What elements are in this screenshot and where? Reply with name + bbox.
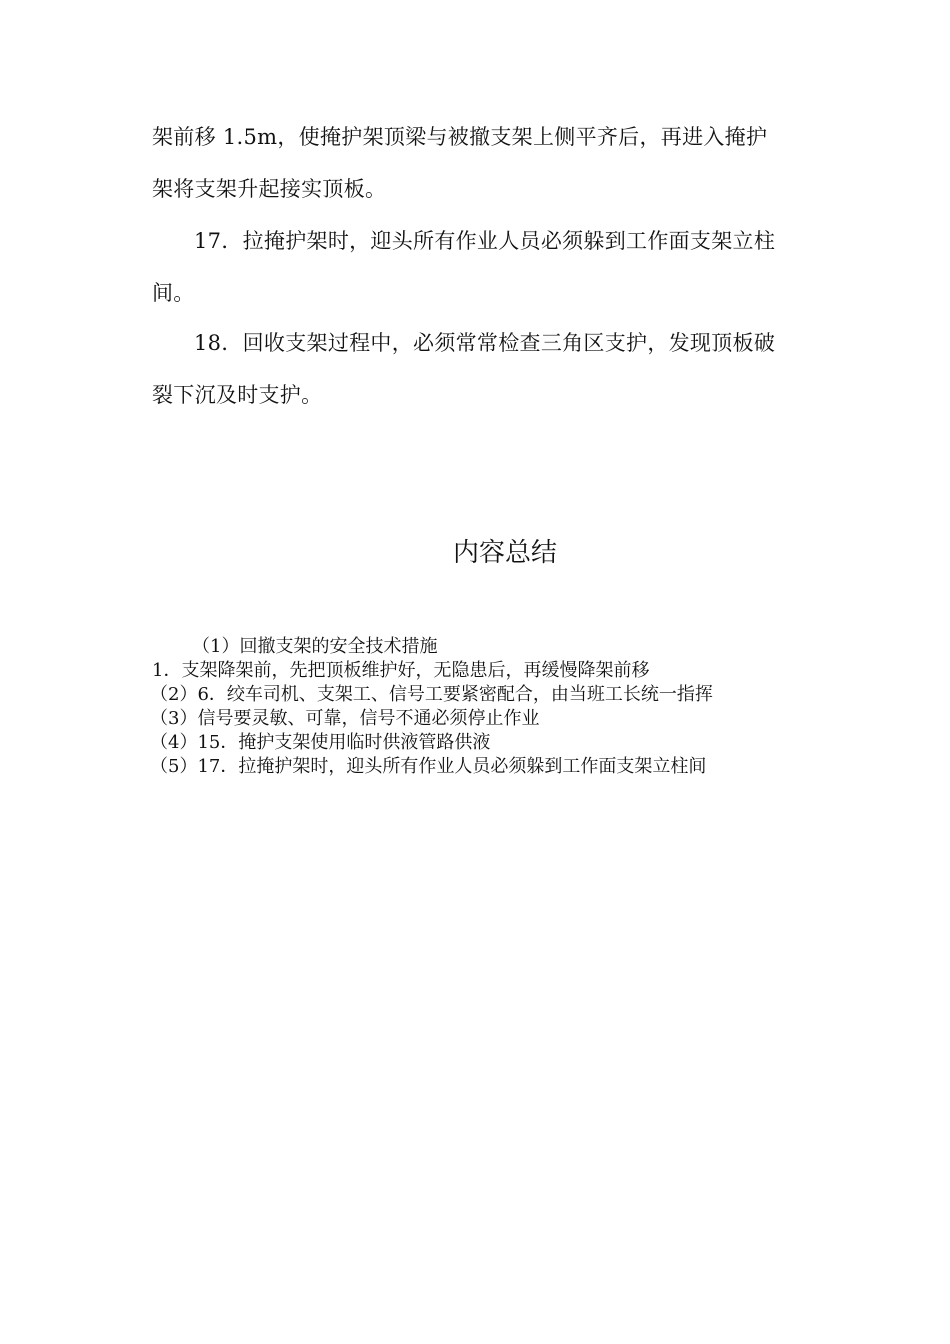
body-line: 17．拉掩护架时，迎头所有作业人员必须躲到工作面支架立柱 <box>194 229 776 253</box>
summary-line: 1．支架降架前，先把顶板维护好，无隐患后，再缓慢降架前移 <box>152 660 650 681</box>
body-line: 架前移 1.5m，使掩护架顶梁与被撤支架上侧平齐后，再进入掩护 <box>152 125 768 149</box>
summary-line: （5）17．拉掩护架时，迎头所有作业人员必须躲到工作面支架立柱间 <box>150 756 707 777</box>
summary-line: （1）回撤支架的安全技术措施 <box>192 636 438 657</box>
body-line: 间。 <box>152 281 195 305</box>
body-line: 18．回收支架过程中，必须常常检查三角区支护，发现顶板破 <box>194 331 776 355</box>
body-line: 裂下沉及时支护。 <box>152 383 323 407</box>
summary-title: 内容总结 <box>452 538 557 568</box>
body-line: 架将支架升起接实顶板。 <box>152 177 387 201</box>
summary-line: （4）15．掩护支架使用临时供液管路供液 <box>150 732 491 753</box>
summary-line: （2）6．绞车司机、支架工、信号工要紧密配合，由当班工长统一指挥 <box>150 684 713 705</box>
summary-line: （3）信号要灵敏、可靠，信号不通必须停止作业 <box>150 708 540 729</box>
